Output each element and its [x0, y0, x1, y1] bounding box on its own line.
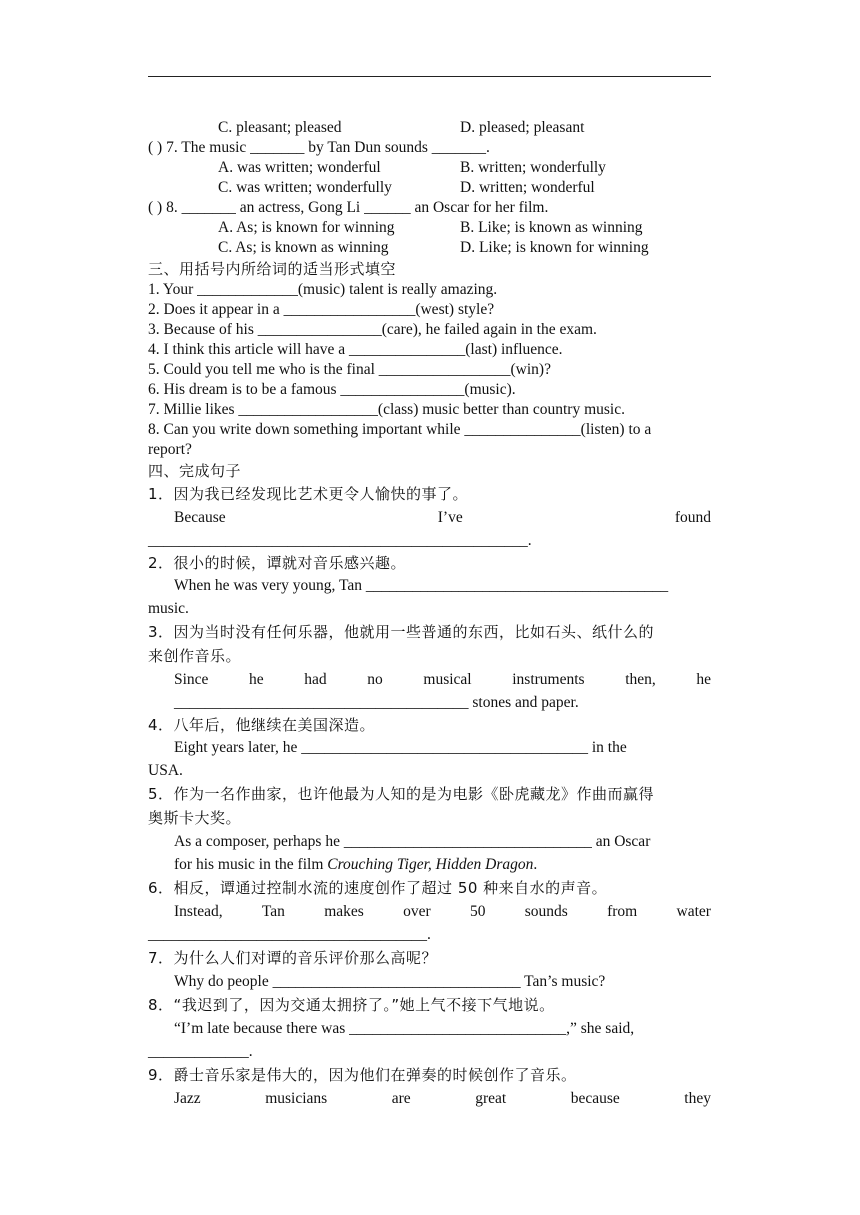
section4-heading: 四、完成句子 — [148, 462, 242, 480]
s4-q4-chinese: 4．八年后，他继续在美国深造。 — [148, 716, 376, 734]
s4-q6-word: over — [403, 903, 431, 920]
s4-q6-word: from — [607, 903, 638, 920]
s4-q8-english-cont: _____________. — [148, 1043, 253, 1060]
s4-q5-text: for his music in the film — [174, 856, 328, 873]
s4-q2-english-cont: music. — [148, 600, 189, 617]
s4-q6-word: 50 — [469, 903, 486, 920]
mc-q6-option-d: D. pleased; pleasant — [460, 119, 585, 136]
s4-q2-chinese: 2．很小的时候，谭就对音乐感兴趣。 — [148, 554, 407, 572]
s4-q3-word: he — [249, 671, 264, 688]
worksheet-content — [148, 118, 711, 1110]
mc-q8-option-b: B. Like; is known as winning — [460, 219, 643, 236]
s4-q5-period: . — [533, 856, 538, 873]
s4-q5-chinese-cont: 奥斯卡大奖。 — [148, 809, 242, 827]
s4-q3-word: had — [304, 671, 327, 688]
mc-q8-option-a: A. As; is known for winning — [218, 219, 395, 236]
section3-item-3: 3. Because of his ________________(care), he failed again in the exam. — [148, 321, 597, 338]
s4-q9-word: musicians — [265, 1090, 328, 1107]
s4-q3-chinese: 3．因为当时没有任何乐器，他就用一些普通的东西，比如石头、纸什么的 — [148, 623, 655, 641]
s4-q2-english: When he was very young, Tan _______________________________________ — [174, 577, 669, 594]
s4-q6-english-line — [148, 900, 711, 923]
mc-q7-option-a: A. was written; wonderful — [218, 159, 381, 176]
s4-q3-word: Since — [174, 671, 209, 688]
mc-q6-options-cd — [148, 118, 711, 138]
section3-item-8-cont: report? — [148, 441, 192, 458]
s4-q3-chinese-cont: 来创作音乐。 — [148, 647, 242, 665]
s4-q6-chinese: 6．相反，谭通过控制水流的速度创作了超过 50 种来自水的声音。 — [148, 879, 608, 897]
s4-q6-answer-blank: ____________________________________. — [148, 926, 431, 943]
section3-item-8: 8. Can you write down something important while _______________(listen) to a — [148, 421, 652, 438]
s4-q1-word: I’ve — [437, 509, 463, 526]
mc-q8-stem — [148, 198, 711, 218]
s4-q4-english: Eight years later, he _____________________________________ in the — [174, 739, 627, 756]
s4-q9-chinese: 9．爵士音乐家是伟大的，因为他们在弹奏的时候创作了音乐。 — [148, 1066, 577, 1084]
section3-item-6: 6. His dream is to be a famous ________________(music). — [148, 381, 516, 398]
s4-q7-english: Why do people ________________________________ Tan’s music? — [174, 973, 606, 990]
s4-q6-word: sounds — [524, 903, 568, 920]
mc-q7-options-cd — [148, 178, 711, 198]
mc-q7-stem-text: ( ) 7. The music _______ by Tan Dun sounds _______. — [148, 139, 490, 156]
s4-q3-word: he — [696, 671, 711, 688]
s4-q9-word: are — [391, 1090, 411, 1107]
s4-q9-word: because — [570, 1090, 620, 1107]
mc-q7-option-d: D. written; wonderful — [460, 179, 595, 196]
s4-q6-word: Instead, — [174, 903, 223, 920]
s4-q1-english-line — [148, 506, 711, 529]
s4-q3-english-cont: ______________________________________ stones and paper. — [174, 694, 579, 711]
section3-item-1: 1. Your _____________(music) talent is really amazing. — [148, 281, 498, 298]
section3-item-5: 5. Could you tell me who is the final _________________(win)? — [148, 361, 551, 378]
mc-q8-stem-text: ( ) 8. _______ an actress, Gong Li ______ an Oscar for her film. — [148, 199, 549, 216]
s4-q9-word: Jazz — [174, 1090, 201, 1107]
section3-item-2: 2. Does it appear in a _________________(west) style? — [148, 301, 495, 318]
s4-q3-word: musical — [423, 671, 472, 688]
mc-q8-options-ab — [148, 218, 711, 238]
mc-q8-options-cd — [148, 238, 711, 258]
mc-q8-option-d: D. Like; is known for winning — [460, 239, 649, 256]
s4-q1-chinese: 1．因为我已经发现比艺术更令人愉快的事了。 — [148, 485, 469, 503]
mc-q7-options-ab — [148, 158, 711, 178]
s4-q3-word: instruments — [512, 671, 585, 688]
s4-q6-word: water — [676, 903, 711, 920]
s4-q1-answer-blank: _________________________________________________. — [148, 532, 532, 549]
mc-q6-option-c: C. pleasant; pleased — [218, 119, 342, 136]
s4-q9-word: great — [475, 1090, 507, 1107]
s4-q1-word: Because — [174, 509, 226, 526]
mc-q8-option-c: C. As; is known as winning — [218, 239, 389, 256]
s4-q4-english-cont: USA. — [148, 762, 183, 779]
s4-q5-chinese: 5．作为一名作曲家，也许他最为人知的是为电影《卧虎藏龙》作曲而赢得 — [148, 785, 655, 803]
s4-q3-word: no — [367, 671, 383, 688]
s4-q8-english: “I’m late because there was ____________________________,” she said, — [174, 1020, 635, 1037]
film-title: Crouching Tiger, Hidden Dragon — [327, 856, 534, 873]
s4-q5-english: As a composer, perhaps he ________________________________ an Oscar — [174, 833, 651, 850]
mc-q7-option-c: C. was written; wonderfully — [218, 179, 392, 196]
mc-q7-stem — [148, 138, 711, 158]
s4-q6-word: makes — [324, 903, 364, 920]
s4-q3-english-line — [148, 668, 711, 691]
section3-heading: 三、用括号内所给词的适当形式填空 — [148, 260, 397, 278]
section3-item-7: 7. Millie likes __________________(class) music better than country music. — [148, 401, 625, 418]
s4-q9-word: they — [684, 1090, 711, 1107]
s4-q3-word: then, — [625, 671, 656, 688]
mc-q7-option-b: B. written; wonderfully — [460, 159, 606, 176]
s4-q9-english-line — [148, 1087, 711, 1110]
header-rule — [148, 76, 711, 77]
section3-item-4: 4. I think this article will have a _______________(last) influence. — [148, 341, 563, 358]
s4-q8-chinese: 8．“我迟到了，因为交通太拥挤了。”她上气不接下气地说。 — [148, 996, 555, 1014]
s4-q7-chinese: 7．为什么人们对谭的音乐评价那么高呢？ — [148, 949, 438, 967]
s4-q5-english-cont — [148, 853, 711, 876]
s4-q1-word: found — [674, 509, 711, 526]
s4-q6-word: Tan — [261, 903, 285, 920]
